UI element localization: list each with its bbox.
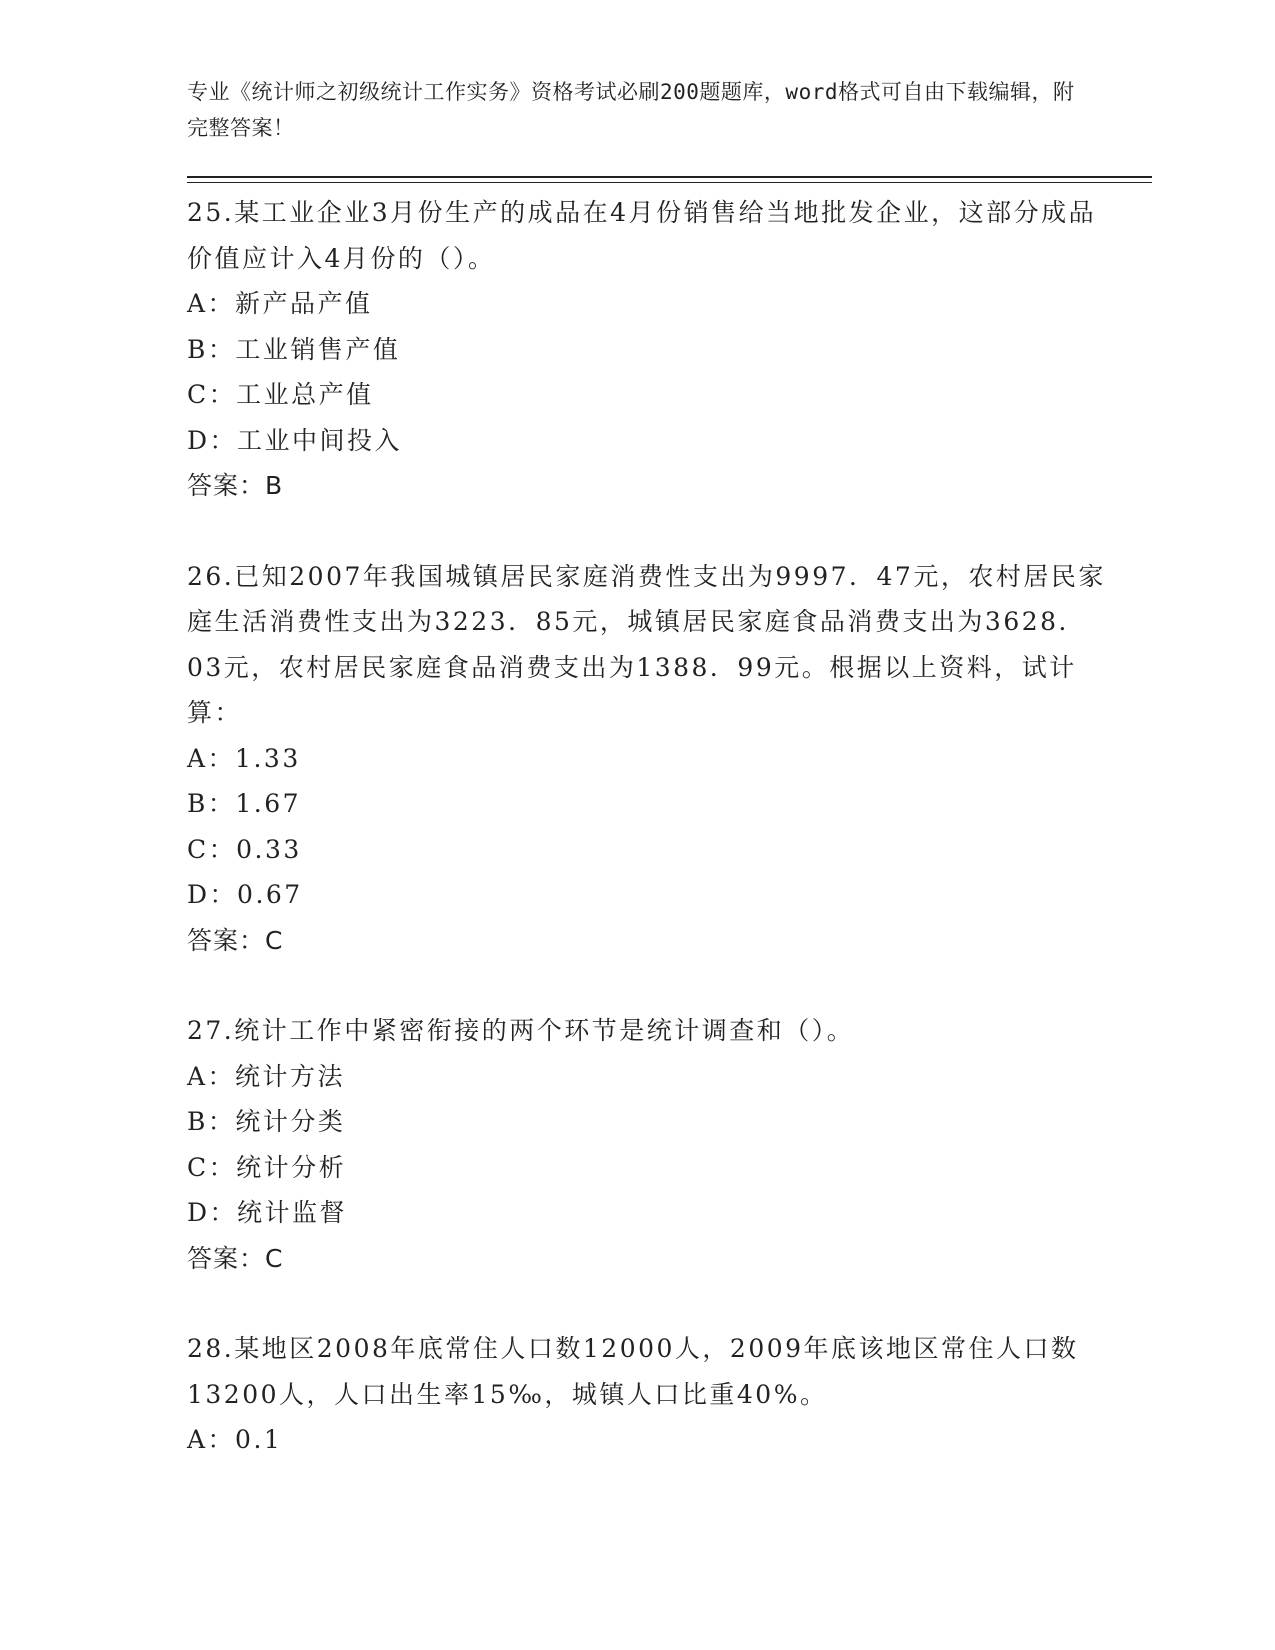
option-c: C：统计分析	[187, 1152, 347, 1182]
option-c: C：0.33	[187, 834, 302, 864]
option-c: C：工业总产值	[187, 380, 374, 409]
question-list	[187, 190, 1117, 1508]
option-b: B：工业销售产值	[187, 334, 401, 364]
header-divider-thick	[187, 176, 1152, 178]
question-stem: 25.某工业企业3月份生产的成品在4月份销售给当地批发企业，这部分成品价值应计入4月份的（）。	[187, 198, 1097, 273]
option-a: A：0.1	[187, 1425, 283, 1454]
question-stem: 28.某地区2008年底常住人口数12000人，2009年底该地区常住人口数13200人，人口出生率15‰，城镇人口比重40%。	[187, 1334, 1079, 1409]
question-26	[187, 554, 1117, 964]
question-stem: 27.统计工作中紧密衔接的两个环节是统计调查和（）。	[187, 1016, 855, 1045]
option-d: D：0.67	[187, 880, 303, 909]
option-d: D：工业中间投入	[187, 425, 403, 455]
document-header: 专业《统计师之初级统计工作实务》资格考试必刷200题题库，word格式可自由下载编辑，附完整答案！	[187, 80, 1075, 140]
option-d: D：统计监督	[187, 1198, 348, 1227]
option-a: A：统计方法	[187, 1061, 346, 1091]
option-a: A：1.33	[187, 743, 301, 773]
question-stem: 26.已知2007年我国城镇居民家庭消费性支出为9997．47元，农村居民家庭生活消费性支出为3223．85元，城镇居民家庭食品消费支出为3628．03元，农村居民家庭食品消费支出为1388．99元。根据以上资料，试计算：	[187, 561, 1106, 727]
answer: 答案：B	[187, 471, 284, 500]
question-28	[187, 1326, 1117, 1463]
answer: 答案：C	[187, 925, 284, 955]
option-a: A：新产品产值	[187, 289, 373, 318]
question-27	[187, 1008, 1117, 1281]
question-25	[187, 190, 1117, 509]
option-b: B：统计分类	[187, 1107, 346, 1136]
header-divider-thin	[187, 182, 1152, 183]
answer: 答案：C	[187, 1243, 284, 1273]
option-b: B：1.67	[187, 789, 302, 818]
